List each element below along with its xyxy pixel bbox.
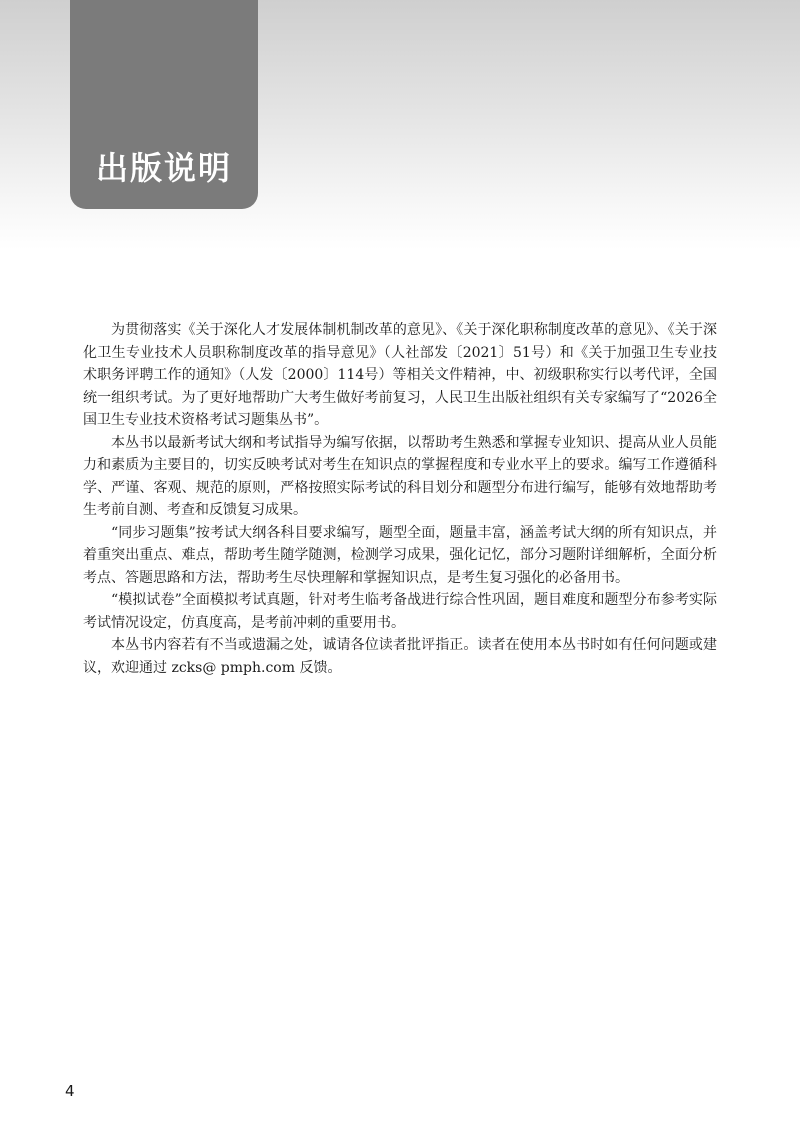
body-text bbox=[83, 319, 717, 679]
paragraph-mock-exam: “模拟试卷”全面模拟考试真题，针对考生临考备战进行综合性巩固，题目难度和题型分布参考实际考试情况设定，仿真度高，是考前冲刺的重要用书。 bbox=[83, 592, 717, 631]
page-number: 4 bbox=[65, 1082, 75, 1100]
paragraph-feedback: 本丛书内容若有不当或遗漏之处，诚请各位读者批评指正。读者在使用本丛书时如有任何问题或建议，欢迎通过 zcks@ pmph.com 反馈。 bbox=[83, 637, 717, 676]
paragraph-series-purpose: 本丛书以最新考试大纲和考试指导为编写依据，以帮助考生熟悉和掌握专业知识、提高从业人员能力和素质为主要目的，切实反映考试对考生在知识点的掌握程度和专业水平上的要求。编写工作遵循科学、严谨、客观、规范的原则，严格按照实际考试的科目划分和题型分布进行编写，能够有效地帮助考生考前自测、考查和反馈复习成果。 bbox=[83, 434, 717, 518]
paragraph-practice-book: “同步习题集”按考试大纲各科目要求编写，题型全面，题量丰富，涵盖考试大纲的所有知识点，并着重突出重点、难点，帮助考生随学随测，检测学习成果，强化记忆，部分习题附详细解析，全面分析考点、答题思路和方法，帮助考生尽快理解和掌握知识点，是考生复习强化的必备用书。 bbox=[83, 524, 717, 586]
page-title: 出版说明 bbox=[96, 149, 233, 187]
paragraph-intro: 为贯彻落实《关于深化人才发展体制机制改革的意见》、《关于深化职称制度改革的意见》、《关于深化卫生专业技术人员职称制度改革的指导意见》（人社部发〔2021〕51号）和《关于加强卫生专业技术职务评聘工作的通知》（人发〔2000〕114号）等相关文件精神，中、初级职称实行以考代评，全国统一组织考试。为了更好地帮助广大考生做好考前复习，人民卫生出版社组织有关专家编写了“2026全国卫生专业技术资格考试习题集丛书”。 bbox=[83, 322, 717, 428]
